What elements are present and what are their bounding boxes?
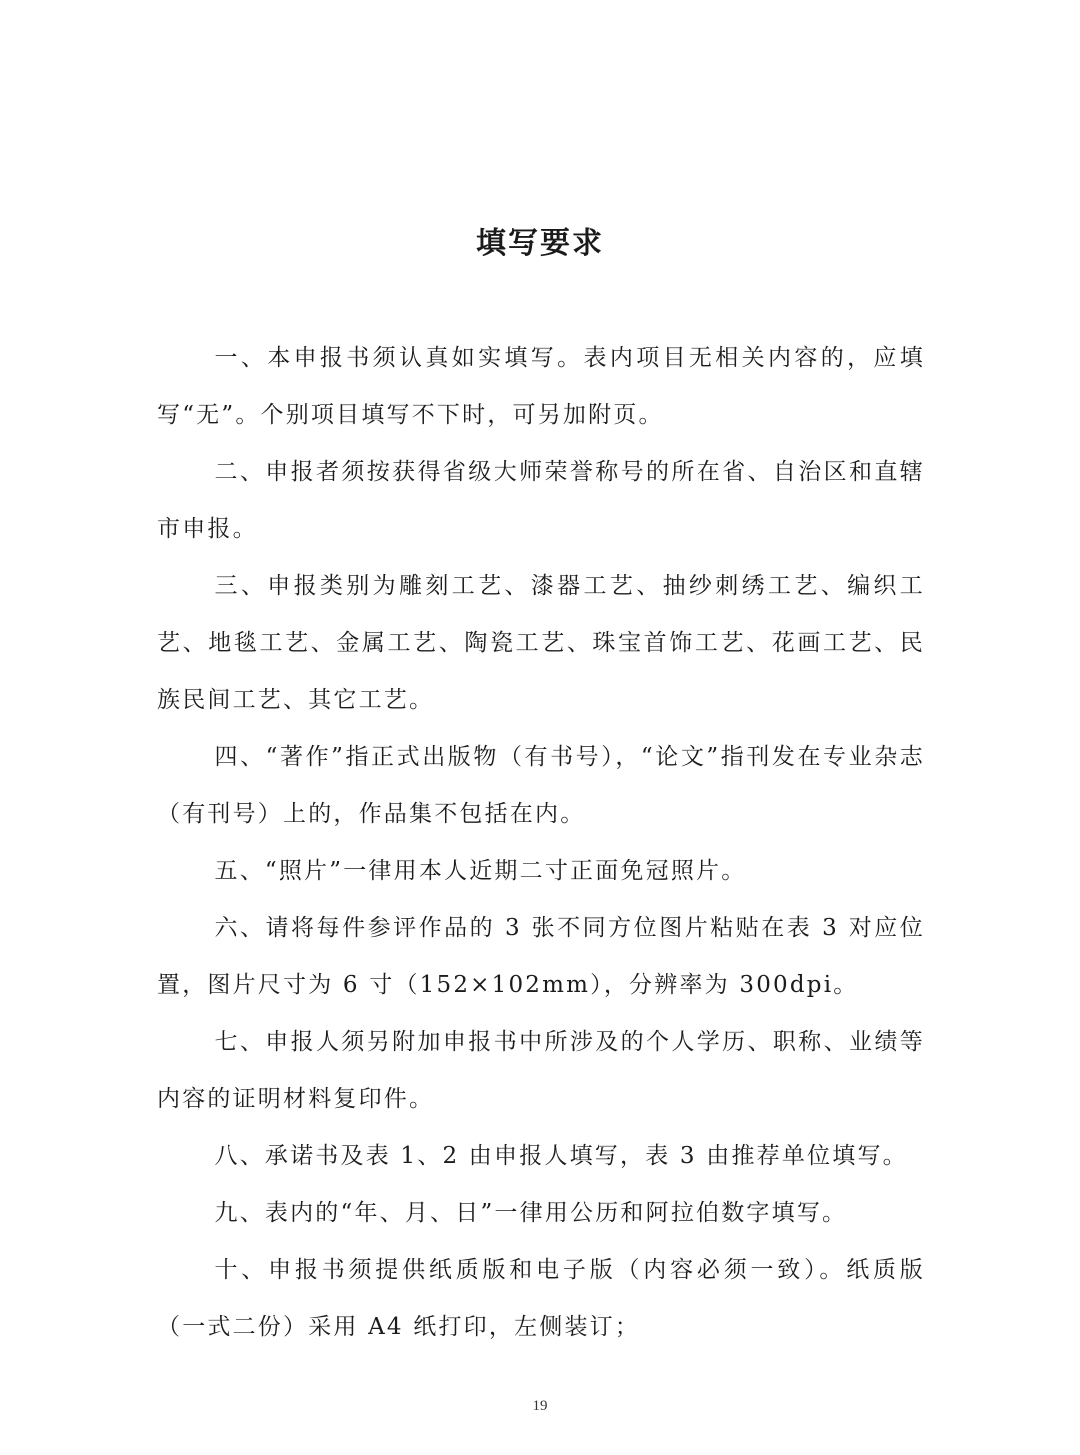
page-number: 19: [532, 1398, 548, 1414]
requirements-body: [157, 330, 925, 1356]
requirement-item-7: 七、申报人须另附加申报书中所涉及的个人学历、职称、业绩等内容的证明材料复印件。: [157, 1029, 925, 1112]
requirement-item-8: 八、承诺书及表 1、2 由申报人填写，表 3 由推荐单位填写。: [214, 1143, 908, 1169]
requirement-item-5: 五、“照片”一律用本人近期二寸正面免冠照片。: [214, 858, 747, 884]
requirement-item-4: 四、“著作”指正式出版物（有书号），“论文”指刊发在专业杂志（有刊号）上的，作品集不包括在内。: [157, 744, 925, 827]
requirement-item-3: 三、申报类别为雕刻工艺、漆器工艺、抽纱刺绣工艺、编织工艺、地毯工艺、金属工艺、陶瓷工艺、珠宝首饰工艺、花画工艺、民族民间工艺、其它工艺。: [157, 573, 925, 713]
requirement-item-6: 六、请将每件参评作品的 3 张不同方位图片粘贴在表 3 对应位置，图片尺寸为 6 寸（152×102mm），分辨率为 300dpi。: [157, 915, 925, 998]
requirement-item-1: 一、本申报书须认真如实填写。表内项目无相关内容的，应填写“无”。个别项目填写不下时，可另加附页。: [157, 345, 925, 428]
requirement-item-10: 十、申报书须提供纸质版和电子版（内容必须一致）。纸质版（一式二份）采用 A4 纸打印，左侧装订；: [157, 1257, 925, 1340]
requirement-item-2: 二、申报者须按获得省级大师荣誉称号的所在省、自治区和直辖市申报。: [157, 459, 925, 542]
page-title: 填写要求: [476, 226, 604, 261]
requirement-item-9: 九、表内的“年、月、日”一律用公历和阿拉伯数字填写。: [214, 1200, 848, 1226]
